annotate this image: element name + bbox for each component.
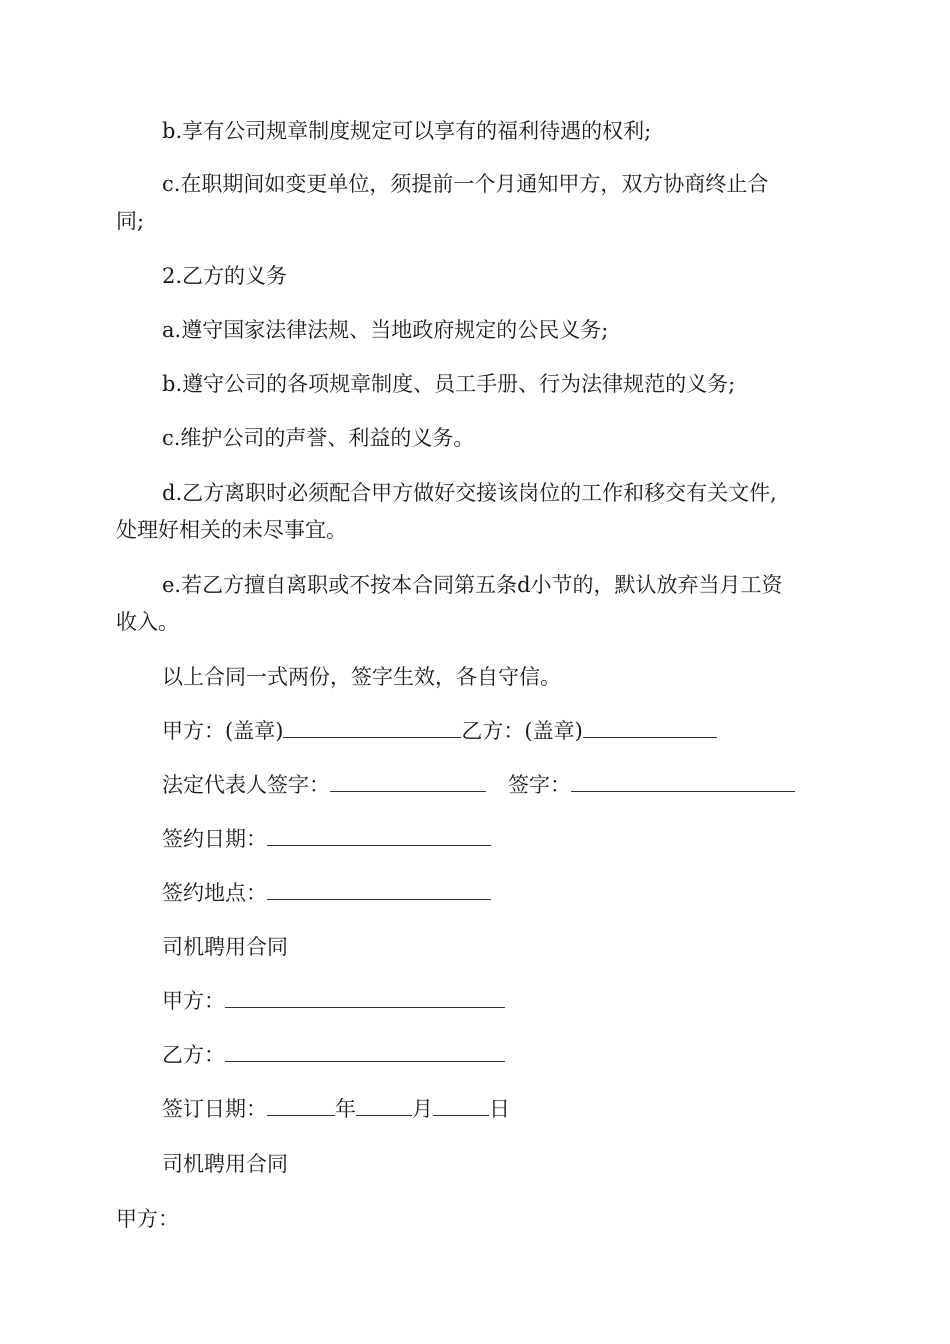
sign-label: 签字：: [508, 773, 571, 797]
duty-b-line: b.遵守公司的各项规章制度、员工手册、行为法律规范的义务;: [162, 372, 736, 396]
party-b-seal-label: 乙方：(盖章): [461, 719, 583, 743]
duty-a-line: a.遵守国家法律法规、当地政府规定的公民义务;: [162, 318, 609, 342]
party-b-seal-blank[interactable]: [583, 715, 717, 738]
right-b-line: b.享有公司规章制度规定可以享有的福利待遇的权利;: [162, 119, 652, 143]
party-b-label: 乙方：: [162, 1043, 225, 1067]
duty-e-line: e.若乙方擅自离职或不按本合同第五条d小节的，默认放弃当月工资: [162, 573, 783, 597]
duty-e-line-cont: 收入。: [116, 610, 179, 634]
closing-line: 以上合同一式两份，签字生效，各自守信。: [162, 665, 561, 689]
signing-date-label: 签订日期：: [162, 1097, 267, 1121]
party-a-row: [162, 983, 834, 1019]
party-a-label-repeat: 甲方：: [116, 1207, 179, 1231]
duty-d-line-cont: 处理好相关的未尽事宜。: [116, 518, 347, 542]
sign-place-label: 签约地点：: [162, 881, 267, 905]
year-label: 年: [335, 1097, 356, 1121]
duty-d-line: d.乙方离职时必须配合甲方做好交接该岗位的工作和移交有关文件,: [162, 481, 777, 505]
month-label: 月: [412, 1097, 433, 1121]
sign-place-row: [162, 875, 834, 911]
sign-date-blank[interactable]: [267, 823, 491, 846]
sign-date-row: [162, 821, 834, 857]
section-heading: 2.乙方的义务: [162, 264, 288, 288]
contract-title-repeat: 司机聘用合同: [162, 1152, 288, 1176]
day-label: 日: [489, 1097, 510, 1121]
legal-rep-label: 法定代表人签字：: [162, 773, 330, 797]
day-blank[interactable]: [433, 1093, 489, 1116]
right-c-line: c.在职期间如变更单位，须提前一个月通知甲方，双方协商终止合: [162, 172, 769, 196]
party-a-blank[interactable]: [225, 985, 505, 1008]
right-c-line-cont: 同;: [116, 209, 145, 233]
signing-date-row: [162, 1091, 834, 1127]
representative-row: [162, 767, 834, 803]
year-blank[interactable]: [267, 1093, 335, 1116]
month-blank[interactable]: [356, 1093, 412, 1116]
party-a-seal-blank[interactable]: [283, 715, 461, 738]
party-a-label: 甲方：: [162, 989, 225, 1013]
duty-c-line: c.维护公司的声誉、利益的义务。: [162, 426, 475, 450]
legal-rep-blank[interactable]: [330, 769, 486, 792]
party-b-row: [162, 1037, 834, 1073]
sign-place-blank[interactable]: [267, 877, 491, 900]
party-b-blank[interactable]: [225, 1039, 505, 1062]
party-signature-row: [162, 713, 834, 749]
sign-blank[interactable]: [571, 769, 795, 792]
party-a-seal-label: 甲方：(盖章): [162, 719, 284, 743]
contract-title: 司机聘用合同: [162, 935, 288, 959]
sign-date-label: 签约日期：: [162, 827, 267, 851]
